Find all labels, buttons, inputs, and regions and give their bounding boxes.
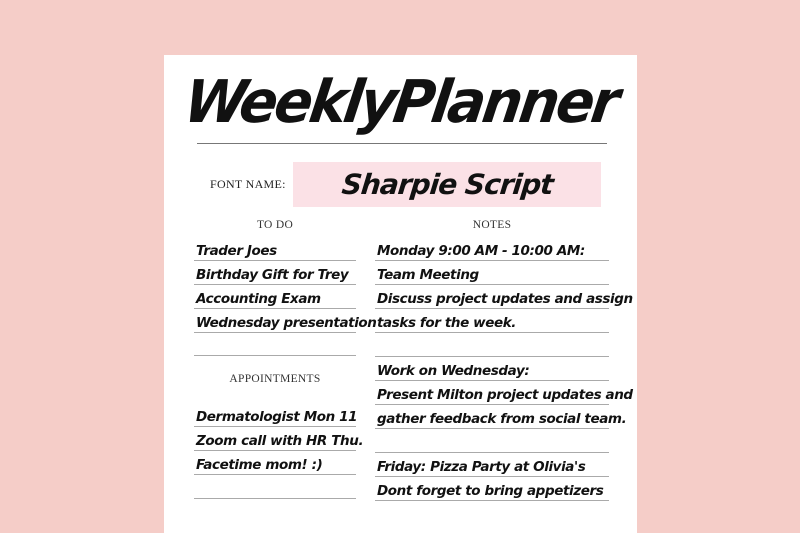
font-name-value: Sharpie Script xyxy=(339,168,555,201)
list-item xyxy=(375,381,633,405)
note-line-text: Team Meeting xyxy=(377,267,479,283)
notes-heading: NOTES xyxy=(472,219,512,231)
list-item xyxy=(194,475,356,499)
list-item xyxy=(194,451,356,475)
note-line-text: tasks for the week. xyxy=(377,315,517,331)
list-item xyxy=(375,357,609,381)
list-item xyxy=(375,429,609,453)
todo-item-text: Trader Joes xyxy=(196,243,277,259)
section-divider xyxy=(194,355,356,356)
list-item xyxy=(375,333,609,357)
note-line-text: Work on Wednesday: xyxy=(377,363,530,379)
title-divider xyxy=(197,143,607,144)
list-item xyxy=(194,261,356,285)
list-item xyxy=(194,285,356,309)
appointments-list xyxy=(194,403,364,499)
todo-list xyxy=(194,237,377,333)
list-item xyxy=(194,309,377,333)
list-item xyxy=(375,477,609,501)
list-item xyxy=(375,453,609,477)
appointments-heading: APPOINTMENTS xyxy=(229,373,321,385)
planner-page xyxy=(164,55,637,533)
note-line-text: Discuss project updates and assign xyxy=(377,291,633,307)
list-item xyxy=(375,237,609,261)
list-item xyxy=(375,261,609,285)
note-line-text: Friday: Pizza Party at Olivia's xyxy=(377,459,586,475)
note-line-text: Present Milton project updates and xyxy=(377,387,633,403)
appointment-item-text: Facetime mom! :) xyxy=(196,457,323,473)
todo-heading: TO DO xyxy=(256,219,294,231)
note-line-text: gather feedback from social team. xyxy=(377,411,627,427)
todo-item-text: Accounting Exam xyxy=(196,291,321,307)
list-item xyxy=(194,403,356,427)
notes-list xyxy=(375,237,633,501)
list-item xyxy=(375,405,627,429)
list-item xyxy=(194,427,364,451)
appointment-item-text: Zoom call with HR Thu. xyxy=(196,433,364,449)
note-line-text: Dont forget to bring appetizers xyxy=(377,483,604,499)
list-item xyxy=(375,285,633,309)
list-item xyxy=(194,237,356,261)
font-name-label: FONT NAME: xyxy=(210,177,286,191)
note-line-text: Monday 9:00 AM - 10:00 AM: xyxy=(377,243,585,259)
todo-item-text: Wednesday presentation xyxy=(196,315,377,331)
appointment-item-text: Dermatologist Mon 11 xyxy=(196,409,358,425)
todo-item-text: Birthday Gift for Trey xyxy=(196,267,349,283)
list-item xyxy=(375,309,609,333)
font-name-box xyxy=(293,162,601,207)
page-title: WeeklyPlanner xyxy=(180,68,622,137)
